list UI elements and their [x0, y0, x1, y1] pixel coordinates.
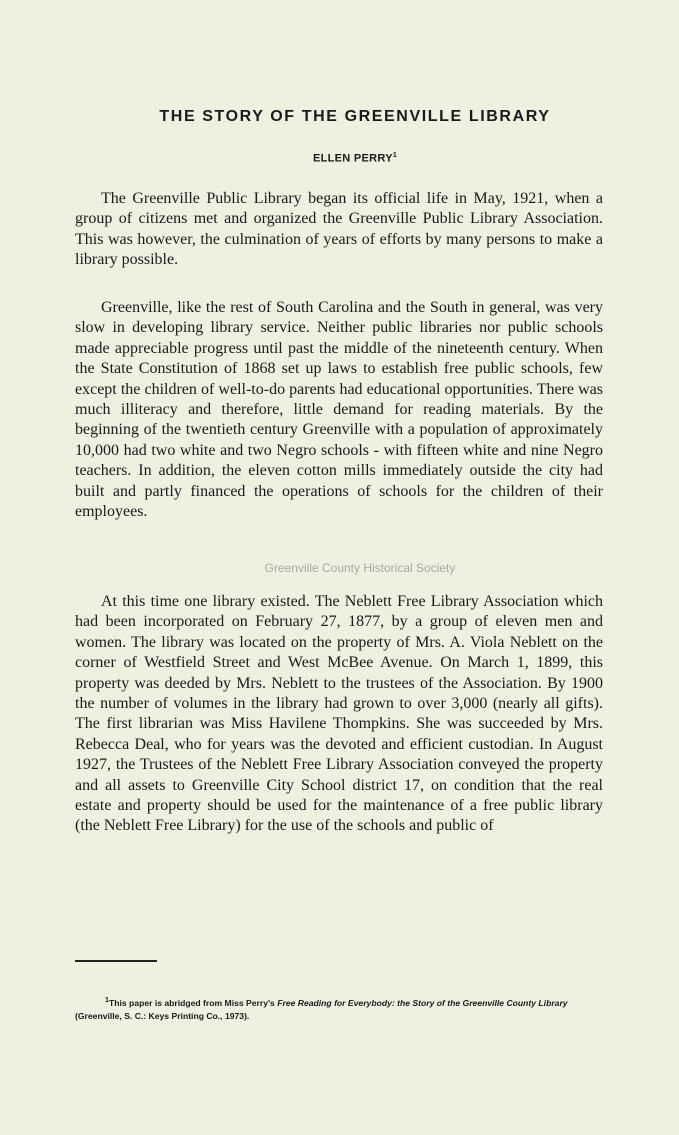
footnote-divider	[75, 960, 157, 962]
footnote	[75, 994, 603, 1023]
body-paragraph-1: The Greenville Public Library began its official life in May, 1921, when a group of citizens met and organized the Greenville Public Library Association. This was however, the culmination of years of efforts by many persons to make a library possible.	[75, 190, 603, 269]
footnote-suffix: (Greenville, S. C.: Keys Printing Co., 1973).	[75, 1010, 250, 1021]
author-name: ELLEN PERRY	[312, 152, 393, 165]
author-line	[60, 152, 650, 165]
body-paragraph-2: Greenville, like the rest of South Carolina and the South in general, was very slow in developing library service. Neither public libraries nor public schools made appreciable progress until past the middle of the nineteenth century. When the State Constitution of 1868 set up laws to establish free public schools, few except the children of well-to-do parents had educational opportunities. There was much illiteracy and therefore, little demand for reading materials. By the beginning of the twentieth century Greenville with a population of approximately 10,000 had two white and two Negro schools - with fifteen white and nine Negro teachers. In addition, the eleven cotton mills immediately outside the city had built and partly financed the operations of schools for the children of their employees.	[75, 299, 603, 521]
footnote-prefix: This paper is abridged from Miss Perry's	[108, 997, 278, 1008]
footnote-italic-title: Free Reading for Everybody: the Story of the Greenville County Library	[277, 997, 568, 1008]
watermark-text: Greenville County Historical Society	[264, 561, 456, 575]
footnote-mark: 1	[105, 996, 109, 1004]
body-paragraph-3: At this time one library existed. The Neblett Free Library Association which had been incorporated on February 27, 1877, by a group of eleven men and women. The library was located on the property of Mrs. A. Viola Neblett on the corner of Westfield Street and West McBee Avenue. On March 1, 1899, this property was deeded by Mrs. Neblett to the trustees of the Association. By 1900 the number of volumes in the library had grown to over 3,000 (nearly all gifts). The first librarian was Miss Havilene Thompkins. She was succeeded by Mrs. Rebecca Deal, who for years was the devoted and efficient custodian. In August 1927, the Trustees of the Neblett Free Library Association conveyed the property and all assets to Greenville City School district 17, on condition that the real estate and property should be used for the maintenance of a free public library (the Neblett Free Library) for the use of the schools and public of	[75, 593, 603, 835]
article-title: THE STORY OF THE GREENVILLE LIBRARY	[159, 108, 551, 125]
author-footnote-mark: 1	[392, 152, 398, 159]
